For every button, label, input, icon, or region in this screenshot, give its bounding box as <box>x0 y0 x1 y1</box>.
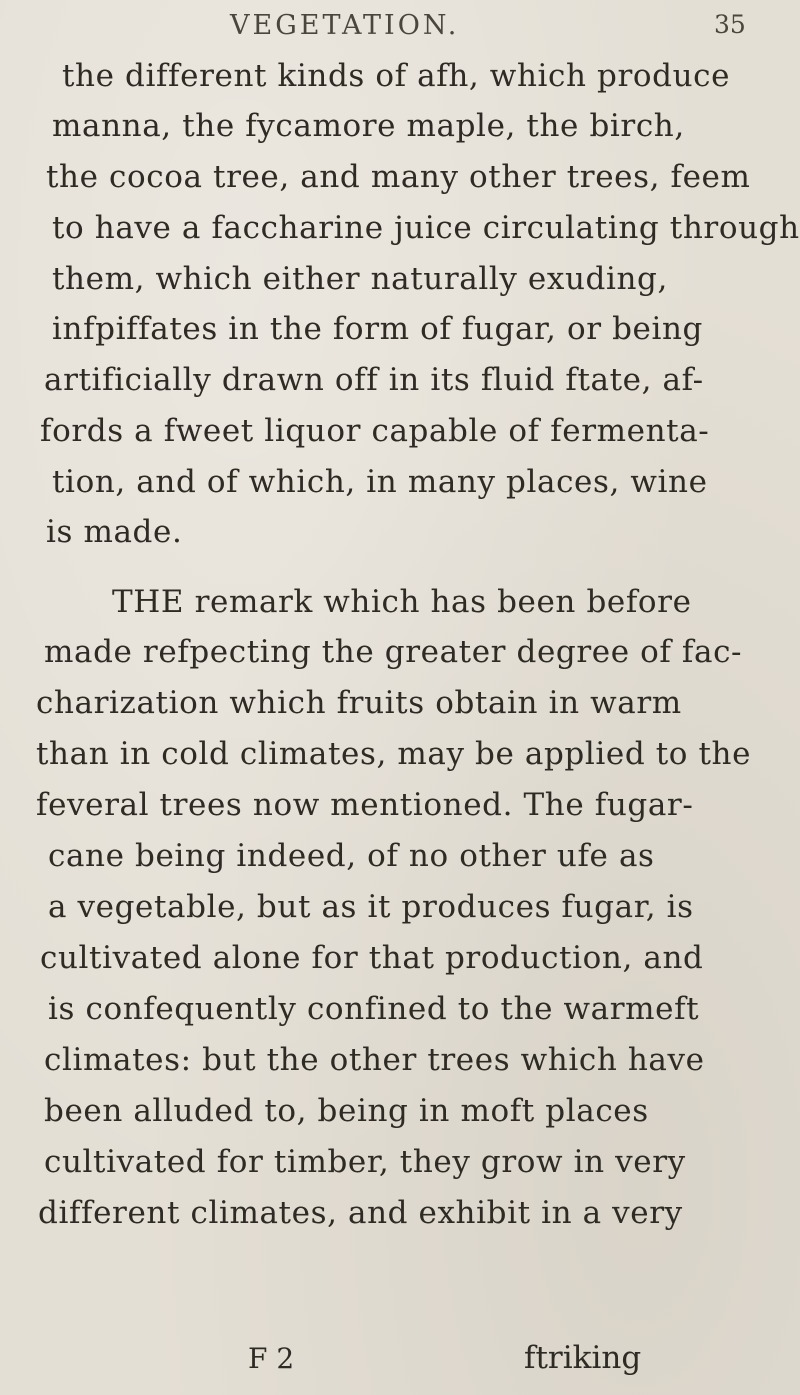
text-line: charization which fruits obtain in warm <box>36 685 682 721</box>
text-line: feveral trees now mentioned. The fugar- <box>36 787 694 823</box>
text-line: been alluded to, being in moft places <box>44 1093 649 1129</box>
text-line: made refpecting the greater degree of fac- <box>44 634 743 670</box>
page-header-title: VEGETATION. <box>230 10 460 41</box>
text-line: cane being indeed, of no other ufe as <box>48 838 655 874</box>
text-line: is made. <box>46 514 183 550</box>
text-line: is confequently confined to the warmeft <box>48 991 700 1027</box>
text-line: THE remark which has been before <box>112 584 692 620</box>
text-line: the cocoa tree, and many other trees, feem <box>46 159 751 195</box>
text-line: the different kinds of afh, which produce <box>62 58 731 94</box>
text-line: them, which either naturally exuding, <box>52 261 668 297</box>
running-head <box>0 10 800 46</box>
catchword: ftriking <box>524 1340 642 1376</box>
text-line: artificially drawn off in its fluid ftate, af- <box>44 362 704 398</box>
page-number: 35 <box>714 10 746 39</box>
text-line: cultivated for timber, they grow in very <box>44 1144 686 1180</box>
text-line: climates: but the other trees which have <box>44 1042 705 1078</box>
text-line: a vegetable, but as it produces fugar, is <box>48 889 694 925</box>
text-line: fords a fweet liquor capable of fermenta- <box>40 413 710 449</box>
signature-mark: F 2 <box>248 1342 295 1375</box>
text-line: than in cold climates, may be applied to the <box>36 736 752 772</box>
text-line: cultivated alone for that production, and <box>40 940 704 976</box>
text-line: infpiffates in the form of fugar, or being <box>52 311 703 347</box>
text-line: manna, the fycamore maple, the birch, <box>52 108 685 144</box>
text-line: to have a faccharine juice circulating through <box>52 210 800 246</box>
text-line: tion, and of which, in many places, wine <box>52 464 708 500</box>
text-line: different climates, and exhibit in a very <box>38 1195 683 1231</box>
